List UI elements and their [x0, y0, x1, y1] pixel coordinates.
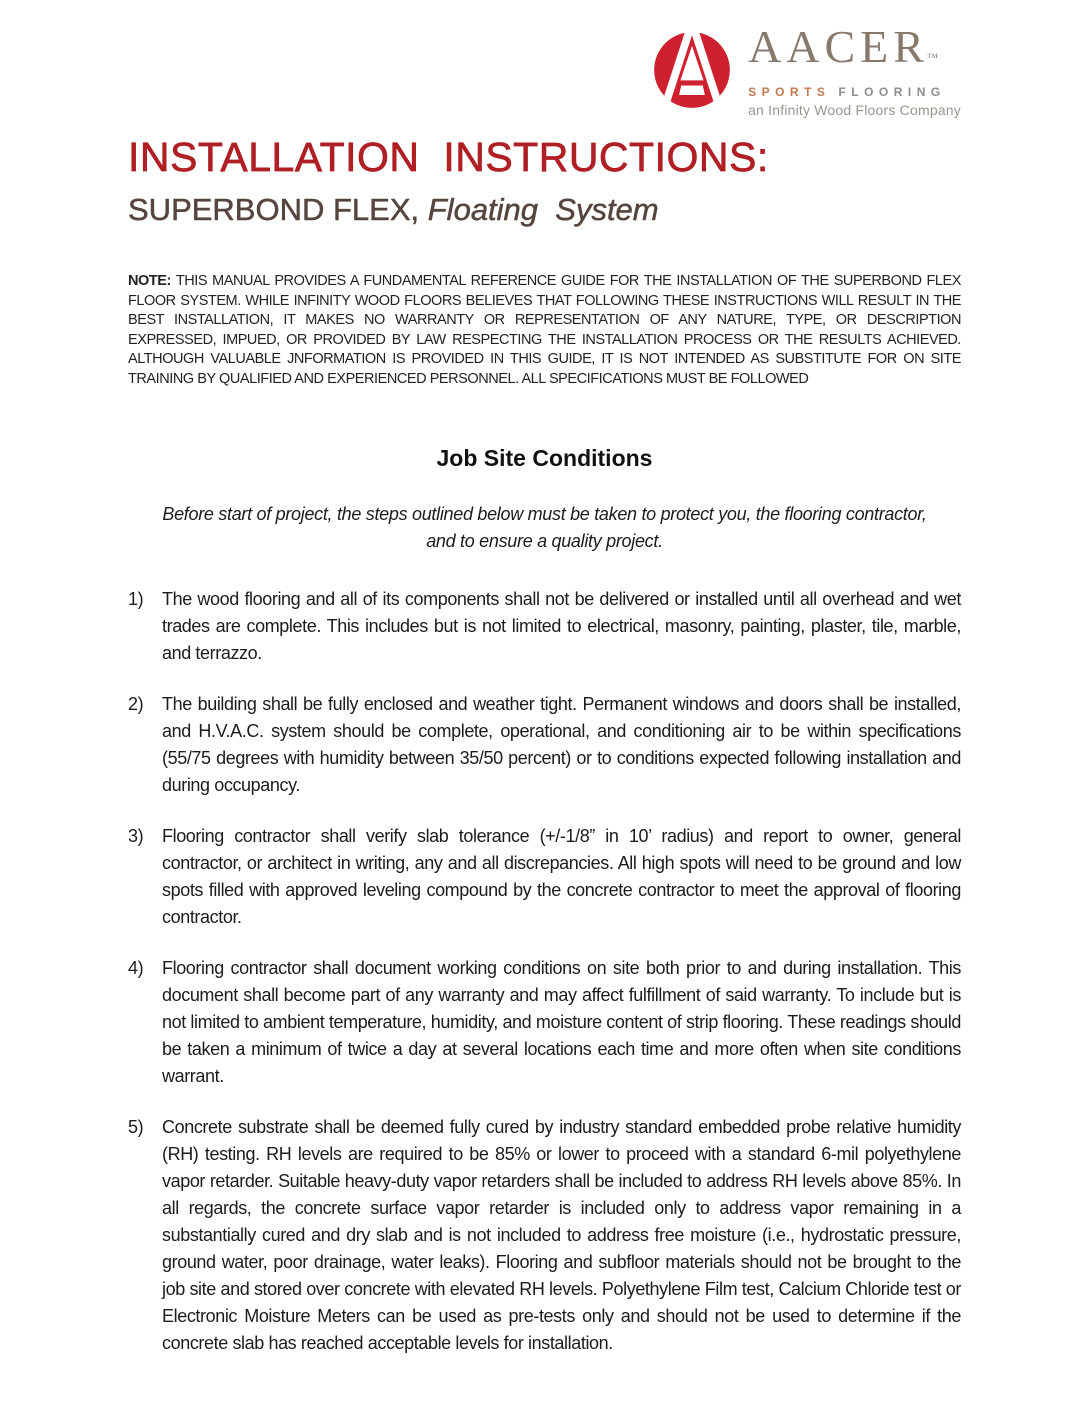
list-item-number: 4) — [128, 958, 144, 978]
list-item — [128, 586, 961, 667]
brand-sports-label: SPORTS — [748, 85, 831, 99]
list-item-number: 3) — [128, 826, 144, 846]
section-intro: Before start of project, the steps outlined below must be taken to protect you, the flooring contractor, and to ensure a quality project. — [162, 504, 927, 551]
page-subtitle-system: Floating System — [427, 192, 659, 227]
list-item-number: 5) — [128, 1117, 144, 1137]
note-text: THIS MANUAL PROVIDES A FUNDAMENTAL REFERENCE GUIDE FOR THE INSTALLATION OF THE SUPERBOND FLEX FLOOR SYSTEM. WHILE INFINITY WOOD FLOORS BELIEVES THAT FOLLOWING THESE INSTRUCTIONS WILL RESULT IN THE BEST INSTALLATION, IT MAKES NO WARRANTY OR REPRESENTATION OF ANY NATURE, TYPE, OR DESCRIPTION EXPRESSED, IMPUED, OR PROVIDED BY LAW RESPECTING THE INSTALLATION PROCESS OR THE RESULTS ACHIEVED. ALTHOUGH VALUABLE JNFORMATION IS PROVIDED IN THIS GUIDE, IT IS NOT INTENDED AS SUBSTITUTE FOR ON SITE TRAINING BY QUALIFIED AND EXPERIENCED PERSONNEL. ALL SPECIFICATIONS MUST BE FOLLOWED — [128, 273, 961, 387]
brand-subtitle — [748, 85, 961, 99]
list-item-text: The wood flooring and all of its components shall not be delivered or installed until all overhead and wet trades are complete. This includes but is not limited to electrical, masonry, painting, plaster, tile, marble, and terrazzo. — [162, 589, 961, 663]
page-title: INSTALLATION INSTRUCTIONS: — [128, 134, 769, 180]
list-item — [128, 691, 961, 799]
brand-tagline: an Infinity Wood Floors Company — [748, 102, 961, 118]
list-item — [128, 955, 961, 1090]
brand-wordmark — [748, 21, 961, 118]
brand-name-text: AACER — [748, 21, 929, 72]
section-heading: Job Site Conditions — [436, 445, 653, 471]
list-item-number: 1) — [128, 589, 144, 609]
brand-name — [748, 21, 961, 80]
page-subtitle — [128, 192, 961, 228]
list-item-text: The building shall be fully enclosed and weather tight. Permanent windows and doors shall be installed, and H.V.A.C. system should be complete, operational, and conditioning air to be within specifications (55/75 degrees with humidity between 35/50 percent) or to conditions expected following installation and during occupancy. — [162, 694, 961, 795]
list-item-number: 2) — [128, 694, 144, 714]
list-item-text: Flooring contractor shall verify slab tolerance (+/-1/8” in 10’ radius) and report to owner, general contractor, or architect in writing, any and all discrepancies. All high spots will need to be ground and low spots filled with approved leveling compound by the concrete contractor to meet the approval of flooring contractor. — [162, 826, 961, 927]
brand-flooring-label: FLOORING — [838, 85, 946, 99]
list-item — [128, 823, 961, 931]
brand-logo — [649, 21, 961, 118]
list-item — [128, 1114, 961, 1357]
list-item-text: Concrete substrate shall be deemed fully cured by industry standard embedded probe relative humidity (RH) testing. RH levels are required to be 85% or lower to proceed with a standard 6-mil polyethylene vapor retarder. Suitable heavy-duty vapor retarders shall be included to address RH levels above 85%. In all regards, the concrete surface vapor retarder is included only to address vapor remaining in a substantially cured and dry slab and is not included to address free moisture (i.e., hydrostatic pressure, ground water, poor drainage, water leaks). Flooring and subfloor materials should not be brought to the job site and stored over concrete with elevated RH levels. Polyethylene Film test, Calcium Chloride test or Electronic Moisture Meters can be used as pre-tests only and should not be used to determine if the concrete slab has reached acceptable levels for installation. — [162, 1117, 961, 1353]
note-label: NOTE: — [128, 273, 171, 289]
aacer-a-mark-icon — [649, 27, 735, 113]
page-subtitle-product: SUPERBOND FLEX, — [128, 192, 428, 227]
conditions-list — [128, 586, 961, 1357]
trademark-symbol: ™ — [926, 52, 938, 64]
list-item-text: Flooring contractor shall document working conditions on site both prior to and during installation. This document shall become part of any warranty and may affect fulfillment of said warranty. To include but is not limited to ambient temperature, humidity, and moisture content of strip flooring. These readings should be taken a minimum of twice a day at several locations each time and more often when site conditions warrant. — [162, 958, 961, 1086]
disclaimer-note — [128, 272, 961, 389]
